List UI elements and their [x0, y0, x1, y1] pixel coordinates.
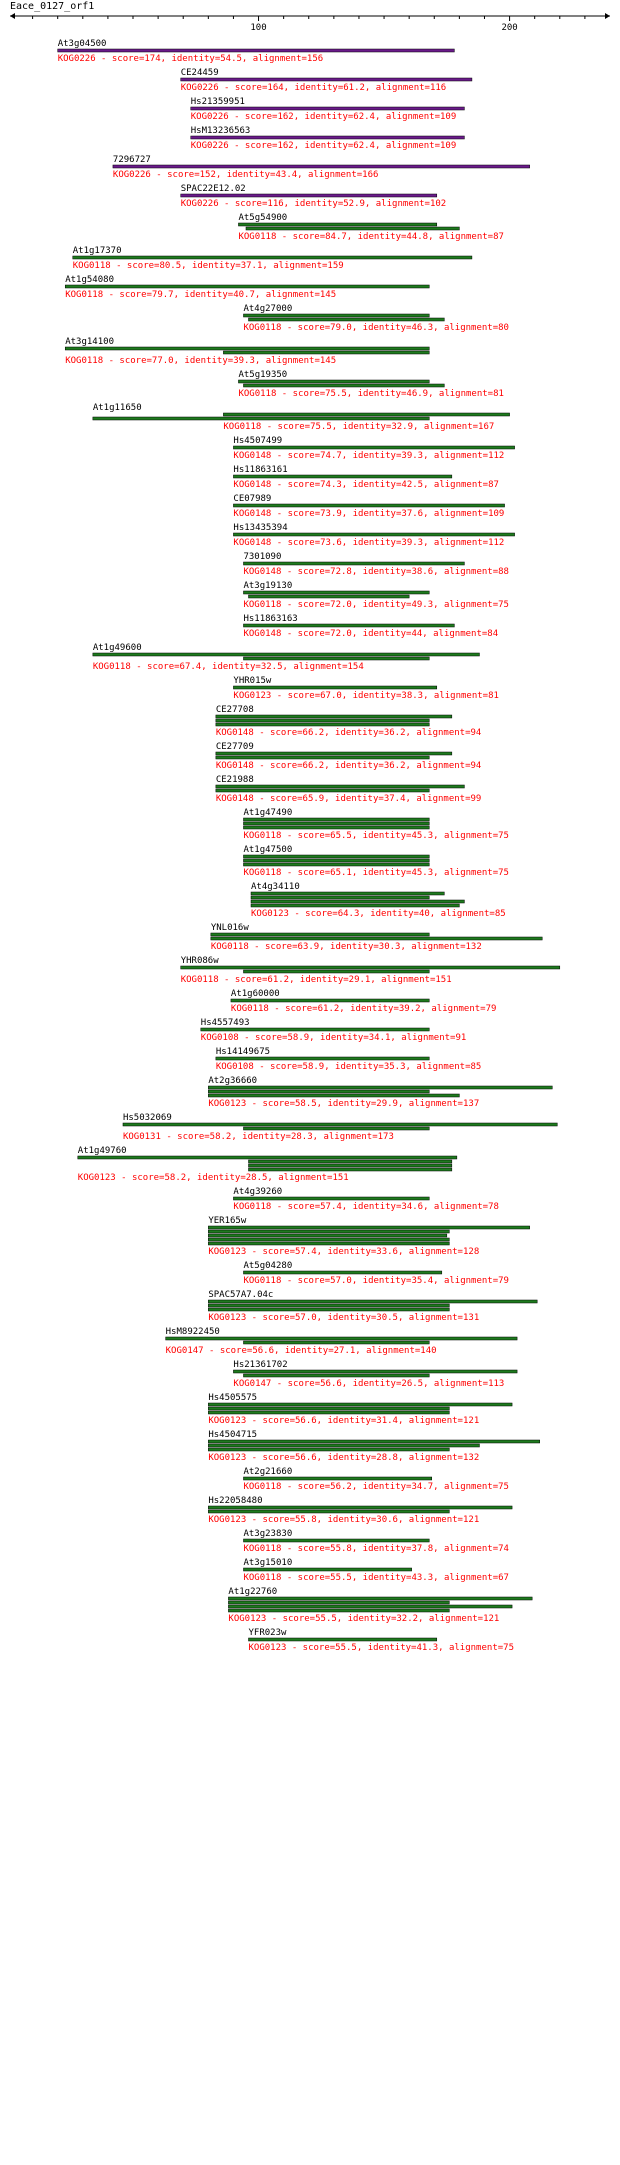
hit-name: Hs21361702: [233, 1360, 288, 1370]
hit-name: At4g34110: [251, 882, 300, 892]
hit-score-line: KOG0118 - score=75.5, identity=46.9, alignment=81: [238, 389, 504, 399]
hit-entry: [208, 1216, 529, 1257]
hit-score-line: KOG0118 - score=55.5, identity=43.3, alignment=67: [243, 1573, 509, 1583]
hit-name: 7296727: [112, 155, 151, 165]
hit-name: CE24459: [180, 68, 219, 78]
hit-entry: [216, 705, 482, 738]
hit-name: 7301090: [243, 552, 282, 562]
hit-entry: [216, 1047, 482, 1072]
alignment-bar: [208, 1440, 539, 1443]
hit-entry: [208, 1496, 512, 1525]
alignment-bar: [113, 165, 530, 168]
hit-score-line: KOG0118 - score=61.2, identity=29.1, alignment=151: [180, 975, 452, 985]
alignment-bar: [243, 314, 429, 317]
hit-name: YER165w: [208, 1216, 247, 1226]
hit-score-line: KOG0147 - score=56.6, identity=26.5, alignment=113: [233, 1379, 505, 1389]
hit-score-line: KOG0123 - score=55.8, identity=30.6, alignment=121: [208, 1515, 480, 1525]
alignment-bar: [216, 719, 429, 722]
alignment-bar: [208, 1094, 459, 1097]
hit-entry: [208, 1290, 537, 1323]
hit-name: At1g49760: [77, 1146, 127, 1156]
hit-score-line: KOG0148 - score=73.6, identity=39.3, alignment=112: [233, 538, 505, 548]
hit-entry: [65, 275, 429, 300]
alignment-bar: [243, 1568, 411, 1571]
hit-score-line: KOG0118 - score=55.8, identity=37.8, alignment=74: [243, 1544, 509, 1554]
hit-name: At3g15010: [243, 1558, 293, 1568]
hit-score-line: KOG0118 - score=57.4, identity=34.6, alignment=78: [233, 1202, 499, 1212]
hit-entry: [243, 808, 509, 841]
hit-name: CE27709: [215, 742, 254, 752]
hit-entry: [181, 184, 447, 209]
alignment-bar: [243, 855, 429, 858]
hit-entry: [251, 882, 506, 919]
hit-score-line: KOG0148 - score=72.8, identity=38.6, alignment=88: [243, 567, 509, 577]
hit-score-line: KOG0148 - score=74.3, identity=42.5, alignment=87: [233, 480, 499, 490]
hit-entry: [113, 155, 530, 180]
hit-score-line: KOG0118 - score=77.0, identity=39.3, alignment=145: [65, 356, 337, 366]
hit-entry: [191, 126, 465, 151]
hit-entry: [211, 923, 542, 952]
hit-name: At2g21660: [243, 1467, 293, 1477]
hit-name: Hs21359951: [190, 97, 245, 107]
alignment-bar: [251, 896, 429, 899]
alignment-bar: [228, 1609, 449, 1612]
hit-entry: [248, 1628, 514, 1653]
hit-score-line: KOG0148 - score=65.9, identity=37.4, alignment=99: [215, 794, 482, 804]
alignment-bar: [228, 1601, 449, 1604]
alignment-bar: [233, 533, 514, 536]
hit-entry: [93, 403, 510, 432]
alignment-bar: [208, 1403, 512, 1406]
alignment-bar: [248, 1168, 451, 1171]
alignment-bar: [223, 351, 429, 354]
alignment-bar: [233, 686, 436, 689]
alignment-bar: [208, 1230, 449, 1233]
hit-entry: [233, 1187, 499, 1212]
hit-score-line: KOG0118 - score=79.0, identity=46.3, alignment=80: [243, 323, 509, 333]
hit-score-line: KOG0123 - score=56.6, identity=31.4, alignment=121: [208, 1416, 480, 1426]
hit-name: At3g14100: [65, 337, 115, 347]
alignment-bar: [248, 1164, 451, 1167]
hit-name: Hs4505575: [208, 1393, 258, 1403]
alignment-bar: [208, 1407, 449, 1410]
alignment-bar: [208, 1506, 512, 1509]
alignment-bar: [243, 624, 454, 627]
hit-entry: [238, 370, 504, 399]
alignment-bar: [181, 78, 472, 81]
hit-entry: [238, 213, 504, 242]
hit-name: At5g54900: [238, 213, 288, 223]
hit-entry: [208, 1076, 552, 1109]
alignment-bar: [65, 347, 429, 350]
hit-entry: [216, 775, 482, 804]
hit-name: YNL016w: [210, 923, 249, 933]
hit-name: HsM8922450: [165, 1327, 220, 1337]
alignment-bar: [251, 892, 444, 895]
hit-entry: [243, 304, 509, 333]
hit-score-line: KOG0118 - score=57.0, identity=35.4, alignment=79: [243, 1276, 509, 1286]
alignment-bar: [216, 785, 465, 788]
hit-entry: [243, 1261, 509, 1286]
hit-name: CE27708: [215, 705, 254, 715]
alignment-bar: [208, 1226, 529, 1229]
alignment-bar: [216, 789, 429, 792]
alignment-bar: [216, 756, 429, 759]
hit-entry: [243, 1558, 509, 1583]
alignment-bar: [243, 859, 429, 862]
hit-entry: [243, 1529, 509, 1554]
hit-score-line: KOG0148 - score=66.2, identity=36.2, alignment=94: [215, 761, 482, 771]
alignment-bar: [243, 384, 444, 387]
hit-entry: [233, 494, 504, 519]
hit-name: At1g11650: [92, 403, 142, 413]
hit-entry: [123, 1113, 557, 1142]
hit-entry: [201, 1018, 467, 1043]
alignment-bar: [233, 446, 514, 449]
hit-entry: [243, 581, 509, 610]
alignment-bar: [211, 933, 429, 936]
hit-name: Hs5032069: [122, 1113, 172, 1123]
alignment-bar: [208, 1444, 479, 1447]
alignment-bar: [248, 595, 409, 598]
alignment-bar: [243, 657, 429, 660]
hit-name: At1g49600: [92, 643, 142, 653]
alignment-bar: [246, 227, 459, 230]
alignment-bar: [216, 752, 452, 755]
hit-score-line: KOG0108 - score=58.9, identity=35.3, alignment=85: [215, 1062, 482, 1072]
hit-name: Hs14149675: [215, 1047, 271, 1057]
hit-name: YHR015w: [233, 676, 272, 686]
hit-score-line: KOG0123 - score=55.5, identity=41.3, alignment=75: [248, 1643, 515, 1653]
hit-score-line: KOG0148 - score=73.9, identity=37.6, alignment=109: [233, 509, 505, 519]
hit-score-line: KOG0148 - score=66.2, identity=36.2, alignment=94: [215, 728, 482, 738]
hit-name: At2g36660: [208, 1076, 258, 1086]
hit-name: At1g17370: [72, 246, 122, 256]
alignment-bar: [216, 715, 452, 718]
hit-score-line: KOG0118 - score=79.7, identity=40.7, alignment=145: [65, 290, 337, 300]
hit-score-line: KOG0118 - score=80.5, identity=37.1, alignment=159: [72, 261, 344, 271]
alignment-bar: [233, 1370, 517, 1373]
alignment-bar: [243, 970, 429, 973]
hit-name: YHR086w: [180, 956, 219, 966]
alignment-bar: [208, 1411, 449, 1414]
hit-score-line: KOG0226 - score=152, identity=43.4, alignment=166: [112, 170, 379, 180]
alignment-bar: [208, 1234, 446, 1237]
hit-score-line: KOG0123 - score=58.2, identity=28.5, alignment=151: [77, 1173, 349, 1183]
alignment-bar: [233, 1197, 429, 1200]
hit-name: Hs11863163: [243, 614, 298, 624]
alignment-bar: [243, 818, 429, 821]
alignment-bar: [208, 1510, 449, 1513]
alignment-bar: [211, 937, 542, 940]
hit-score-line: KOG0147 - score=56.6, identity=27.1, alignment=140: [165, 1346, 437, 1356]
hit-name: SPAC57A7.04c: [208, 1290, 274, 1300]
hit-name: Hs4507499: [233, 436, 283, 446]
alignment-bar: [243, 562, 464, 565]
hit-entry: [243, 1467, 509, 1492]
alignment-bar: [208, 1086, 552, 1089]
hit-entry: [208, 1393, 512, 1426]
alignment-bar: [223, 413, 509, 416]
hit-name: SPAC22E12.02: [180, 184, 246, 194]
alignment-bar: [243, 1127, 429, 1130]
hit-name: CE21988: [215, 775, 254, 785]
hit-name: Hs22058480: [208, 1496, 263, 1506]
hit-score-line: KOG0226 - score=174, identity=54.5, alignment=156: [57, 54, 324, 64]
hit-name: Hs4557493: [200, 1018, 250, 1028]
alignment-bar: [233, 504, 504, 507]
hit-score-line: KOG0118 - score=67.4, identity=32.5, alignment=154: [92, 662, 364, 672]
hit-entry: [243, 845, 509, 878]
hit-score-line: KOG0226 - score=116, identity=52.9, alignment=102: [180, 199, 447, 209]
hit-name: At5g04280: [243, 1261, 293, 1271]
axis-tick-label: 200: [501, 23, 518, 33]
hit-score-line: KOG0123 - score=57.0, identity=30.5, alignment=131: [208, 1313, 480, 1323]
hit-score-line: KOG0226 - score=164, identity=61.2, alignment=116: [180, 83, 447, 93]
hit-name: At4g27000: [243, 304, 293, 314]
hit-score-line: KOG0123 - score=55.5, identity=32.2, alignment=121: [228, 1614, 500, 1624]
hit-score-line: KOG0108 - score=58.9, identity=34.1, alignment=91: [200, 1033, 467, 1043]
hit-list: [58, 39, 560, 1653]
alignment-bar: [166, 1337, 517, 1340]
hit-name: At1g47500: [243, 845, 293, 855]
hit-name: Hs4504715: [208, 1430, 258, 1440]
hit-score-line: KOG0118 - score=63.9, identity=30.3, alignment=132: [210, 942, 482, 952]
hit-name: At5g19350: [238, 370, 288, 380]
alignment-bar: [243, 1271, 441, 1274]
hit-entry: [216, 742, 482, 771]
alignment-bar: [191, 107, 465, 110]
alignment-bar: [243, 826, 429, 829]
hit-name: At1g22760: [228, 1587, 278, 1597]
sequence-axis: [10, 13, 610, 33]
alignment-bar: [208, 1242, 449, 1245]
alignment-bar: [243, 1539, 429, 1542]
alignment-bar: [243, 1341, 429, 1344]
alignment-bar: [248, 1638, 436, 1641]
hit-name: At1g60000: [230, 989, 280, 999]
alignment-bar: [191, 136, 465, 139]
query-title: Eace_0127_orf1: [10, 1, 95, 12]
hit-score-line: KOG0118 - score=56.2, identity=34.7, alignment=75: [243, 1482, 509, 1492]
hit-entry: [58, 39, 455, 64]
hit-entry: [181, 68, 472, 93]
hit-entry: [228, 1587, 532, 1624]
hit-score-line: KOG0123 - score=67.0, identity=38.3, alignment=81: [233, 691, 499, 701]
hit-score-line: KOG0226 - score=162, identity=62.4, alignment=109: [190, 112, 457, 122]
alignment-bar: [181, 966, 560, 969]
alignment-bar: [251, 904, 459, 907]
alignment-bar: [233, 475, 451, 478]
alignment-bar: [73, 256, 472, 259]
hit-entry: [208, 1430, 539, 1463]
hit-entry: [93, 643, 480, 672]
alignment-bar: [251, 900, 464, 903]
hit-entry: [233, 676, 499, 701]
alignment-bar: [248, 318, 444, 321]
hit-score-line: KOG0118 - score=65.5, identity=45.3, alignment=75: [243, 831, 509, 841]
hit-entry: [233, 436, 514, 461]
hit-score-line: KOG0123 - score=57.4, identity=33.6, alignment=128: [208, 1247, 480, 1257]
hit-name: At3g19130: [243, 581, 293, 591]
alignment-bar: [243, 591, 429, 594]
hit-entry: [233, 523, 514, 548]
alignment-bar: [208, 1448, 449, 1451]
axis-arrow-left: [10, 13, 15, 19]
alignment-bar: [216, 723, 429, 726]
hit-score-line: KOG0226 - score=162, identity=62.4, alignment=109: [190, 141, 457, 151]
alignment-bar: [228, 1605, 512, 1608]
hit-score-line: KOG0118 - score=75.5, identity=32.9, alignment=167: [223, 422, 495, 432]
hit-score-line: KOG0118 - score=61.2, identity=39.2, alignment=79: [230, 1004, 497, 1014]
hit-entry: [243, 552, 509, 577]
alignment-bar: [208, 1300, 537, 1303]
hit-entry: [73, 246, 472, 271]
alignment-bar: [123, 1123, 557, 1126]
hit-score-line: KOG0148 - score=74.7, identity=39.3, alignment=112: [233, 451, 505, 461]
hit-score-line: KOG0118 - score=84.7, identity=44.8, alignment=87: [238, 232, 504, 242]
hit-entry: [78, 1146, 457, 1183]
alignment-bar: [93, 417, 429, 420]
hit-name: At3g04500: [57, 39, 107, 49]
alignment-bar: [208, 1304, 449, 1307]
axis-tick-label: 100: [250, 23, 267, 33]
hit-score-line: KOG0118 - score=72.0, identity=49.3, alignment=75: [243, 600, 509, 610]
alignment-bar: [181, 194, 437, 197]
alignment-bar: [243, 1477, 431, 1480]
alignment-bar: [228, 1597, 532, 1600]
hit-name: HsM13236563: [190, 126, 251, 136]
hit-name: Hs11863161: [233, 465, 288, 475]
hit-score-line: KOG0123 - score=64.3, identity=40, alignment=85: [251, 909, 506, 919]
hit-name: CE07989: [233, 494, 272, 504]
hit-entry: [181, 956, 560, 985]
alignment-bar: [243, 1374, 429, 1377]
hit-name: YFR023w: [248, 1628, 287, 1638]
hit-entry: [233, 1360, 517, 1389]
hit-score-line: KOG0123 - score=58.5, identity=29.9, alignment=137: [208, 1099, 480, 1109]
hit-entry: [233, 465, 499, 490]
hit-entry: [166, 1327, 517, 1356]
hit-score-line: KOG0123 - score=56.6, identity=28.8, alignment=132: [208, 1453, 480, 1463]
hit-entry: [243, 614, 498, 639]
alignment-bar: [243, 822, 429, 825]
hit-score-line: KOG0131 - score=58.2, identity=28.3, alignment=173: [122, 1132, 394, 1142]
alignment-bar: [208, 1238, 449, 1241]
hit-name: At1g54080: [65, 275, 115, 285]
hit-name: At1g47490: [243, 808, 293, 818]
axis-arrow-right: [605, 13, 610, 19]
alignment-bar: [208, 1308, 449, 1311]
alignment-bar: [201, 1028, 429, 1031]
alignment-bar: [231, 999, 429, 1002]
hit-score-line: KOG0118 - score=65.1, identity=45.3, alignment=75: [243, 868, 509, 878]
hit-score-line: KOG0148 - score=72.0, identity=44, alignment=84: [243, 629, 499, 639]
alignment-bar: [216, 1057, 429, 1060]
alignment-bar: [248, 1160, 451, 1163]
alignment-bar: [65, 285, 429, 288]
hit-name: At3g23830: [243, 1529, 293, 1539]
alignment-bar: [238, 223, 436, 226]
hit-name: Hs13435394: [233, 523, 288, 533]
alignment-bar: [93, 653, 480, 656]
hit-entry: [191, 97, 465, 122]
hit-entry: [231, 989, 497, 1014]
alignment-bar: [208, 1090, 429, 1093]
hit-name: At4g39260: [233, 1187, 283, 1197]
alignment-bar: [238, 380, 429, 383]
hit-entry: [65, 337, 429, 366]
alignment-bar: [243, 863, 429, 866]
alignment-bar: [78, 1156, 457, 1159]
alignment-bar: [58, 49, 455, 52]
